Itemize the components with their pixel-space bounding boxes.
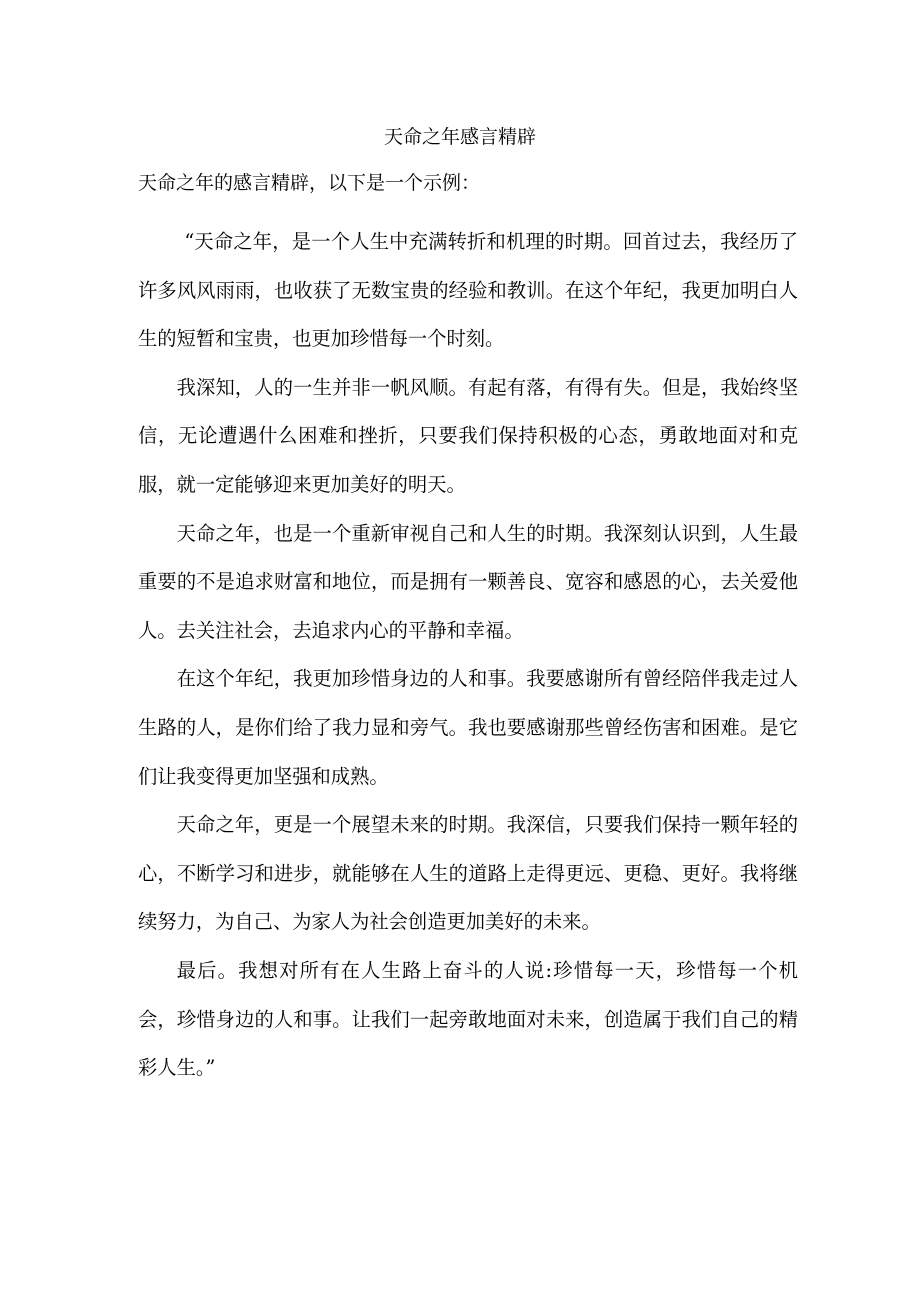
paragraph-6: 最后。我想对所有在人生路上奋斗的人说:珍惜每一天，珍惜每一个机会，珍惜身边的人和事。让我们一起旁敢地面对未来，创造属于我们自己的精彩人生。”	[138, 958, 798, 1080]
paragraph-3: 天命之年，也是一个重新审视自己和人生的时期。我深刻认识到，人生最重要的不是追求财富和地位，而是拥有一颗善良、宽容和感恩的心，去关爱他人。去关注社会，去追求内心的平静和幸福。	[138, 521, 798, 642]
document-body	[138, 218, 798, 1093]
intro-line: 天命之年的感言精辟，以下是一个示例：	[138, 172, 481, 194]
paragraph-4: 在这个年纪，我更加珍惜身边的人和事。我要感谢所有曾经陪伴我走过人生路的人，是你们给了我力显和旁气。我也要感谢那些曾经伤害和困难。是它们让我变得更加坚强和成熟。	[138, 667, 798, 788]
paragraph-5: 天命之年，更是一个展望未来的时期。我深信，只要我们保持一颗年轻的心，不断学习和进步，就能够在人生的道路上走得更远、更稳、更好。我将继续努力，为自己、为家人为社会创造更加美好的未来。	[138, 813, 798, 934]
document-title: 天命之年感言精辟	[383, 126, 536, 148]
paragraph-2: 我深知，人的一生并非一帆风顺。有起有落，有得有失。但是，我始终坚信，无论遭遇什么困难和挫折，只要我们保持积极的心态，勇敢地面对和克服，就一定能够迎来更加美好的明天。	[138, 375, 798, 496]
paragraph-1: “天命之年，是一个人生中充满转折和机理的时期。回首过去，我经历了许多风风雨雨，也收获了无数宝贵的经验和教训。在这个年纪，我更加明白人生的短暂和宝贵，也更加珍惜每一个时刻。	[138, 230, 798, 351]
